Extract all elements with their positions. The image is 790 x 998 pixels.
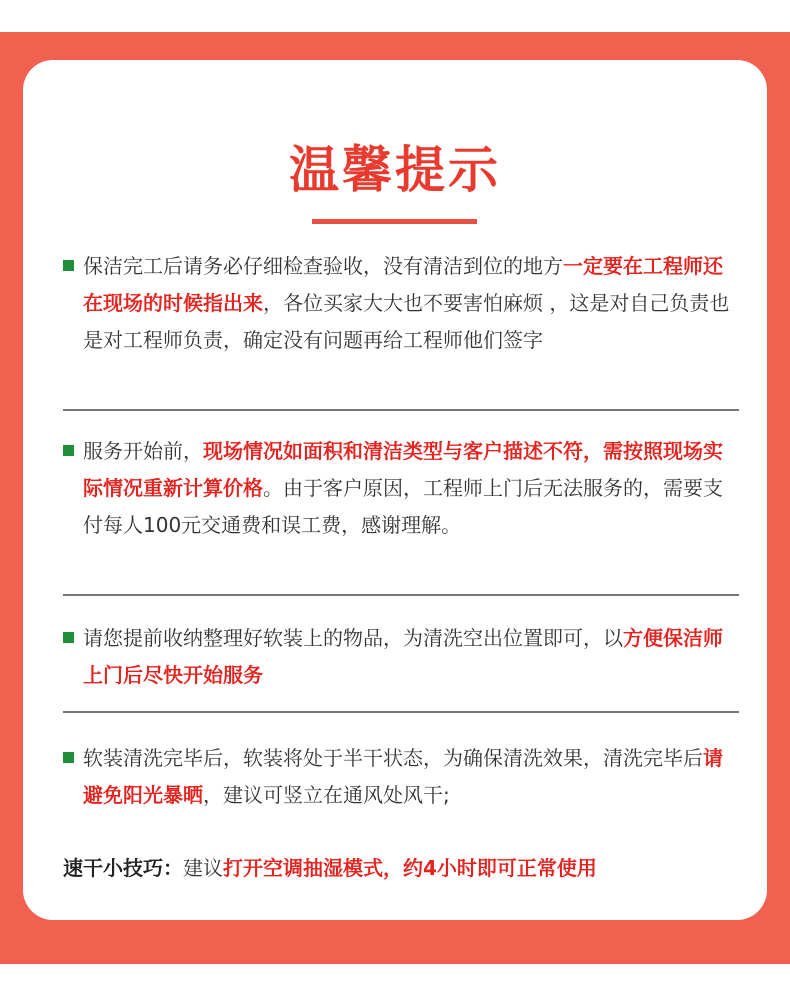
notice-4-highlight: 请避免阳光暴晒 (83, 746, 723, 807)
page-title: 温馨提示 (289, 141, 501, 199)
notice-3-highlight: 方便保洁师上门后尽快开始服务 (83, 626, 723, 687)
notice-text-1 (63, 248, 739, 359)
tip-text (63, 850, 739, 887)
tip-highlight: 打开空调抽湿模式，约4小时即可正常使用 (223, 856, 597, 880)
tip-text-a: 建议 (183, 856, 223, 880)
notice-2-text-a: 服务开始前， (83, 439, 203, 463)
notice-text-4 (63, 740, 739, 814)
green-square-bullet-icon (63, 445, 74, 456)
tip-label: 速干小技巧： (63, 856, 183, 880)
notice-item-1 (63, 248, 739, 359)
notice-text-3 (63, 620, 739, 694)
green-square-bullet-icon (63, 632, 74, 643)
notice-2-highlight: 现场情况如面积和清洁类型与客户描述不符，需按照现场实际情况重新计算价格 (83, 439, 723, 500)
notice-card (23, 60, 767, 920)
notice-4-text-a: 软装清洗完毕后，软装将处于半干状态，为确保清洗效果，清洗完毕后 (83, 746, 703, 770)
notice-1-highlight: 一定要在工程师还在现场的时候指出来 (83, 254, 723, 315)
quick-dry-tip (63, 850, 739, 887)
notice-1-text-c: ，各位买家大大也不要害怕麻烦 ，这是对自己负责也是对工程师负责，确定没有问题再给工程师他们签字 (83, 291, 730, 352)
notice-1-text-a: 保洁完工后请务必仔细检查验收，没有清洁到位的地方 (83, 254, 563, 278)
divider-1 (63, 409, 739, 411)
green-square-bullet-icon (63, 260, 74, 271)
notice-item-3 (63, 620, 739, 694)
divider-2 (63, 594, 739, 596)
notice-item-4 (63, 740, 739, 814)
green-square-bullet-icon (63, 752, 74, 763)
notice-4-text-c: ，建议可竖立在通风处风干; (203, 783, 450, 807)
title-underline (312, 219, 477, 224)
border-frame (0, 32, 790, 964)
notice-3-text-a: 请您提前收纳整理好软装上的物品，为清洗空出位置即可，以 (83, 626, 623, 650)
notice-2-text-c: 。由于客户原因，工程师上门后无法服务的，需要支付每人100元交通费和误工费，感谢理解。 (83, 476, 723, 537)
notice-item-2 (63, 433, 739, 544)
notice-text-2 (63, 433, 739, 544)
divider-3 (63, 711, 739, 713)
